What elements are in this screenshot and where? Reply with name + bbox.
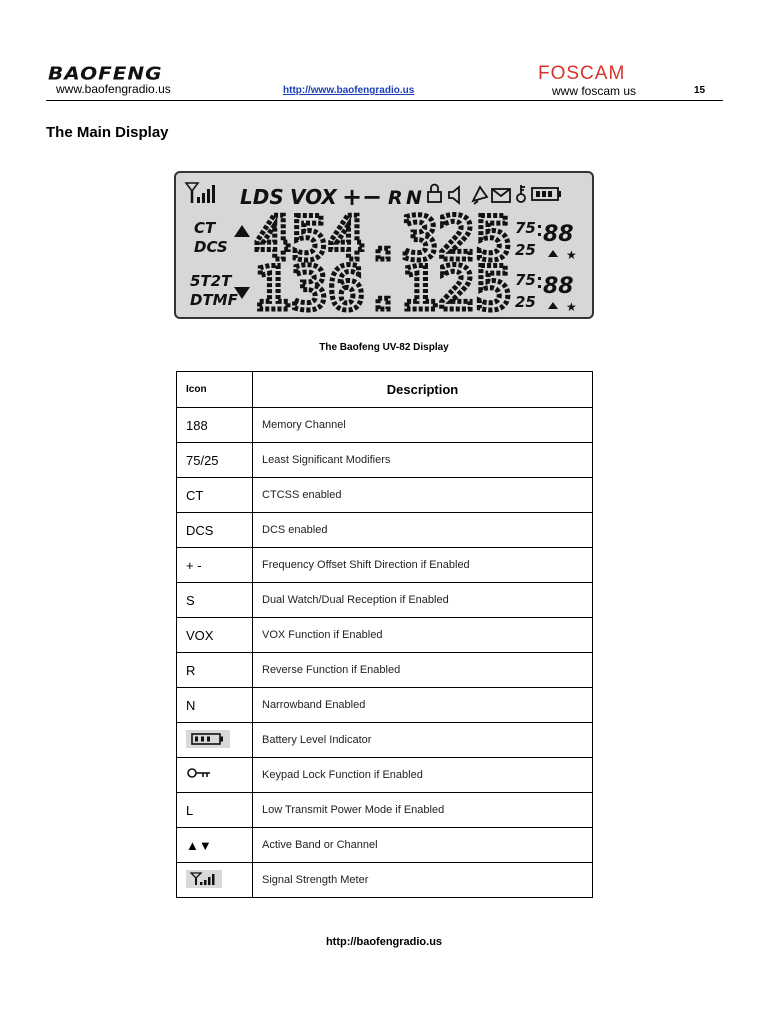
description-cell: DCS enabled — [253, 513, 593, 548]
key-icon — [186, 766, 212, 780]
table-header-row — [177, 372, 593, 408]
description-cell: Active Band or Channel — [253, 828, 593, 863]
table-row — [177, 723, 593, 758]
envelope-icon — [492, 189, 510, 202]
battery-icon — [532, 188, 561, 200]
description-cell: Signal Strength Meter — [253, 863, 593, 898]
icon-cell: N — [177, 688, 253, 723]
header-description: Description — [253, 372, 593, 408]
table-row — [177, 688, 593, 723]
icon-cell: CT — [177, 478, 253, 513]
table-row — [177, 478, 593, 513]
plus-label: + — [342, 183, 363, 211]
vox-label: VOX — [290, 185, 337, 209]
icon-cell: VOX — [177, 618, 253, 653]
dtmf-label: DTMF — [190, 291, 238, 309]
signal-icon — [186, 870, 222, 888]
battery-icon — [186, 730, 230, 748]
alarm-icon — [473, 187, 487, 204]
page-header — [46, 58, 723, 101]
5t2t-label: 5T2T — [190, 272, 232, 290]
description-cell: Battery Level Indicator — [253, 723, 593, 758]
modifier-25-upper: 25 — [515, 241, 536, 259]
table-row — [177, 583, 593, 618]
description-cell: Keypad Lock Function if Enabled — [253, 758, 593, 793]
lcd-display-svg — [176, 173, 592, 317]
icon-cell — [177, 863, 253, 898]
icon-cell: R — [177, 653, 253, 688]
table-row — [177, 513, 593, 548]
modifier-75-lower: 75 — [515, 271, 536, 289]
frequency-lower: 136.125 — [254, 254, 512, 317]
lock-icon — [428, 185, 441, 203]
icon-cell — [177, 758, 253, 793]
channel-upper: 88 — [543, 222, 574, 247]
ct-label: CT — [194, 219, 216, 237]
table-row — [177, 863, 593, 898]
foscam-logo: FOSCAM — [538, 63, 626, 84]
section-title: The Main Display — [46, 124, 169, 141]
footer-link[interactable]: http://baofengradio.us — [325, 936, 443, 948]
frequency-upper: 454.325 — [254, 204, 512, 274]
table-row — [177, 793, 593, 828]
dcs-label: DCS — [194, 238, 228, 256]
page-number: 15 — [694, 85, 706, 96]
icon-cell — [177, 723, 253, 758]
speaker-icon — [449, 187, 459, 203]
icon-cell: S — [177, 583, 253, 618]
channel-up-arrow-icon-lower — [548, 302, 558, 309]
up-arrow-icon — [234, 225, 250, 237]
foscam-url: www foscam us — [552, 84, 637, 98]
description-cell: Frequency Offset Shift Direction if Enabled — [253, 548, 593, 583]
icon-cell: 188 — [177, 408, 253, 443]
description-cell: Narrowband Enabled — [253, 688, 593, 723]
icon-cell: + - — [177, 548, 253, 583]
icon-cell: ▲▼ — [177, 828, 253, 863]
description-cell: Memory Channel — [253, 408, 593, 443]
description-cell: Low Transmit Power Mode if Enabled — [253, 793, 593, 828]
star-icon-lower: ★ — [566, 300, 577, 314]
baofeng-logo: BAOFENG — [48, 62, 163, 84]
lds-label: LDS — [240, 185, 284, 209]
table-row — [177, 443, 593, 478]
lcd-display-figure — [174, 171, 594, 319]
description-cell: Least Significant Modifiers — [253, 443, 593, 478]
table-row — [177, 758, 593, 793]
icon-cell: DCS — [177, 513, 253, 548]
table-row — [177, 408, 593, 443]
minus-label: − — [362, 183, 383, 211]
figure-caption: The Baofeng UV-82 Display — [319, 342, 449, 353]
description-cell: Dual Watch/Dual Reception if Enabled — [253, 583, 593, 618]
table-row — [177, 653, 593, 688]
header-link[interactable]: http://www.baofengradio.us — [283, 85, 415, 96]
table-row — [177, 828, 593, 863]
icon-table — [176, 371, 593, 898]
channel-up-arrow-icon — [548, 250, 558, 257]
modifier-75-upper: 75 — [515, 219, 536, 237]
n-label: N — [406, 187, 422, 209]
table-row — [177, 548, 593, 583]
signal-icon — [186, 183, 215, 203]
star-icon-upper: ★ — [566, 248, 577, 262]
description-cell: Reverse Function if Enabled — [253, 653, 593, 688]
modifier-25-lower: 25 — [515, 293, 536, 311]
table-row — [177, 618, 593, 653]
channel-colon-lower — [538, 277, 541, 288]
icon-cell: L — [177, 793, 253, 828]
header-icon: Icon — [177, 372, 253, 408]
description-cell: VOX Function if Enabled — [253, 618, 593, 653]
channel-lower: 88 — [543, 274, 574, 299]
channel-colon-upper — [538, 225, 541, 236]
r-label: R — [388, 187, 403, 209]
description-cell: CTCSS enabled — [253, 478, 593, 513]
icon-cell: 75/25 — [177, 443, 253, 478]
baofeng-url: www.baofengradio.us — [56, 82, 171, 96]
key-icon — [517, 185, 525, 202]
